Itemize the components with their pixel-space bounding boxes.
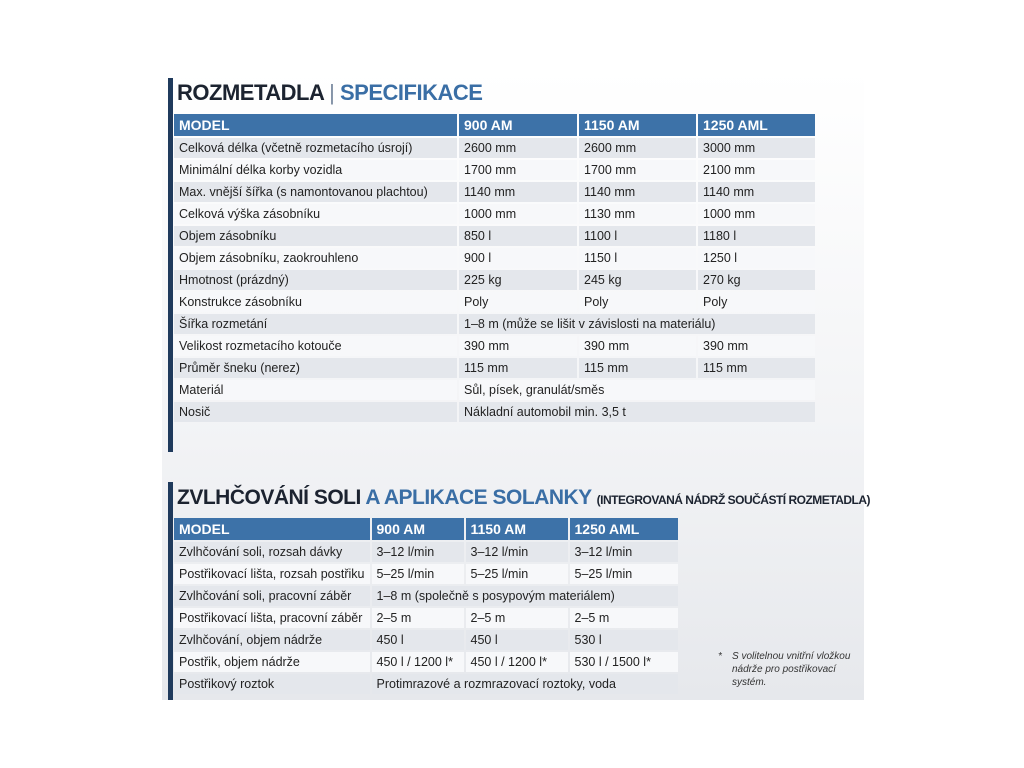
moistening-table-cell: 1–8 m (společně s posypovým materiálem) — [372, 586, 678, 606]
spec-table-cell: Poly — [459, 292, 577, 312]
spec-table-cell: 1700 mm — [579, 160, 696, 180]
spec-table-row-label: Celková výška zásobníku — [174, 204, 457, 224]
moistening-table-cell: 5–25 l/min — [466, 564, 568, 584]
spec-table-cell: 390 mm — [459, 336, 577, 356]
spec-table-row — [174, 358, 815, 378]
moistening-table-row — [174, 564, 678, 584]
spec-table-cell: 1–8 m (může se lišit v závislosti na materiálu) — [459, 314, 815, 334]
moistening-table-cell: 2–5 m — [372, 608, 464, 628]
spec-table-cell: 900 l — [459, 248, 577, 268]
spec-table-row-label: Konstrukce zásobníku — [174, 292, 457, 312]
spec-table-cell: 1140 mm — [459, 182, 577, 202]
spec-table-cell: 2600 mm — [579, 138, 696, 158]
moistening-table-cell: 2–5 m — [570, 608, 678, 628]
spec-table — [172, 112, 817, 424]
spec-table-row — [174, 402, 815, 422]
spec-table-cell: 2600 mm — [459, 138, 577, 158]
moistening-table-row-label: Postřikový roztok — [174, 674, 370, 694]
moistening-table-row-label: Zvlhčování soli, rozsah dávky — [174, 542, 370, 562]
spec-table-cell: 115 mm — [698, 358, 815, 378]
moistening-table-cell: 450 l — [372, 630, 464, 650]
moistening-table-row — [174, 542, 678, 562]
moistening-table-cell: 3–12 l/min — [372, 542, 464, 562]
section2-title — [177, 486, 870, 510]
spec-table-cell: 270 kg — [698, 270, 815, 290]
section2-title-note: (INTEGROVANÁ NÁDRŽ SOUČÁSTÍ ROZMETADLA) — [596, 493, 871, 507]
spec-table-row-label: Max. vnější šířka (s namontovanou plachtou) — [174, 182, 457, 202]
footnote-marker: * — [718, 651, 722, 662]
moistening-table-row-label: Postřik, objem nádrže — [174, 652, 370, 672]
spec-table-cell: Sůl, písek, granulát/směs — [459, 380, 815, 400]
section2-title-sub: A APLIKACE SOLANKY — [365, 486, 592, 509]
moistening-table-cell: 530 l — [570, 630, 678, 650]
moistening-table-cell: 450 l — [466, 630, 568, 650]
moistening-table-cell: Protimrazové a rozmrazovací roztoky, voda — [372, 674, 678, 694]
spec-table-row — [174, 204, 815, 224]
spec-table-row — [174, 248, 815, 268]
moistening-table-row — [174, 608, 678, 628]
moistening-table-header-row — [174, 518, 678, 540]
spec-table-row — [174, 270, 815, 290]
spec-table-cell: 1000 mm — [698, 204, 815, 224]
spec-table-cell: 1000 mm — [459, 204, 577, 224]
moistening-table-row — [174, 674, 678, 694]
moistening-table-cell: 2–5 m — [466, 608, 568, 628]
moistening-table-cell: 450 l / 1200 l* — [372, 652, 464, 672]
spec-table-row-label: Celková délka (včetně rozmetacího úsrojí) — [174, 138, 457, 158]
moistening-table-cell: 3–12 l/min — [570, 542, 678, 562]
moistening-table-row — [174, 630, 678, 650]
spec-table-cell: 1700 mm — [459, 160, 577, 180]
moistening-table-header-cell: 900 AM — [372, 518, 464, 540]
spec-table-row-label: Hmotnost (prázdný) — [174, 270, 457, 290]
spec-table-cell: 390 mm — [698, 336, 815, 356]
moistening-table-header-cell: MODEL — [174, 518, 370, 540]
moistening-table-cell: 450 l / 1200 l* — [466, 652, 568, 672]
spec-table-header-cell: MODEL — [174, 114, 457, 136]
spec-table-cell: Nákladní automobil min. 3,5 t — [459, 402, 815, 422]
spec-table-cell: 390 mm — [579, 336, 696, 356]
moistening-table-row-label: Zvlhčování, objem nádrže — [174, 630, 370, 650]
spec-table-cell: Poly — [698, 292, 815, 312]
spec-table-cell: 3000 mm — [698, 138, 815, 158]
spec-table-cell: 1140 mm — [579, 182, 696, 202]
moistening-table-row-label: Postřikovací lišta, rozsah postřiku — [174, 564, 370, 584]
spec-table-row-label: Průměr šneku (nerez) — [174, 358, 457, 378]
spec-table-header-cell: 1150 AM — [579, 114, 696, 136]
moistening-table-header-cell: 1250 AML — [570, 518, 678, 540]
spec-table-cell: 850 l — [459, 226, 577, 246]
spec-table-cell: 2100 mm — [698, 160, 815, 180]
spec-table-cell: 1250 l — [698, 248, 815, 268]
spec-table-row-label: Šířka rozmetání — [174, 314, 457, 334]
spec-table-cell: 115 mm — [579, 358, 696, 378]
spec-table-cell: 1150 l — [579, 248, 696, 268]
spec-table-cell: Poly — [579, 292, 696, 312]
moistening-table-row — [174, 652, 678, 672]
spec-table-row-label: Minimální délka korby vozidla — [174, 160, 457, 180]
spec-table-row-label: Materiál — [174, 380, 457, 400]
spec-table-cell: 1100 l — [579, 226, 696, 246]
spec-table-cell: 1180 l — [698, 226, 815, 246]
spec-table-cell: 225 kg — [459, 270, 577, 290]
moistening-table-cell: 5–25 l/min — [570, 564, 678, 584]
moistening-table — [172, 516, 680, 696]
moistening-table-header-cell: 1150 AM — [466, 518, 568, 540]
section1-title-main: ROZMETADLA — [177, 80, 324, 105]
spec-table-row — [174, 160, 815, 180]
spec-table-row-label: Objem zásobníku, zaokrouhleno — [174, 248, 457, 268]
footnote-text: S volitelnou vnitřní vložkou nádrže pro postřikovací systém. — [732, 651, 851, 688]
spec-table-cell: 115 mm — [459, 358, 577, 378]
spec-table-header-row — [174, 114, 815, 136]
moistening-table-row-label: Postřikovací lišta, pracovní záběr — [174, 608, 370, 628]
spec-table-row — [174, 314, 815, 334]
spec-table-cell: 1130 mm — [579, 204, 696, 224]
spec-table-header-cell: 1250 AML — [698, 114, 815, 136]
spec-table-row — [174, 138, 815, 158]
spec-table-row — [174, 380, 815, 400]
section1-title — [177, 80, 482, 106]
moistening-table-cell: 530 l / 1500 l* — [570, 652, 678, 672]
moistening-table-row-label: Zvlhčování soli, pracovní záběr — [174, 586, 370, 606]
spec-table-cell: 1140 mm — [698, 182, 815, 202]
spec-table-header-cell: 900 AM — [459, 114, 577, 136]
spec-table-cell: 245 kg — [579, 270, 696, 290]
section1-title-sub: SPECIFIKACE — [340, 80, 483, 105]
spec-table-row — [174, 336, 815, 356]
spec-table-row — [174, 182, 815, 202]
moistening-table-cell: 5–25 l/min — [372, 564, 464, 584]
spec-table-row — [174, 226, 815, 246]
section2-title-main: ZVLHČOVÁNÍ SOLI — [177, 486, 361, 509]
spec-table-row-label: Velikost rozmetacího kotouče — [174, 336, 457, 356]
spec-table-row-label: Nosič — [174, 402, 457, 422]
section1-title-separator: | — [329, 80, 335, 105]
moistening-table-cell: 3–12 l/min — [466, 542, 568, 562]
spec-table-row — [174, 292, 815, 312]
spec-table-row-label: Objem zásobníku — [174, 226, 457, 246]
moistening-table-row — [174, 586, 678, 606]
